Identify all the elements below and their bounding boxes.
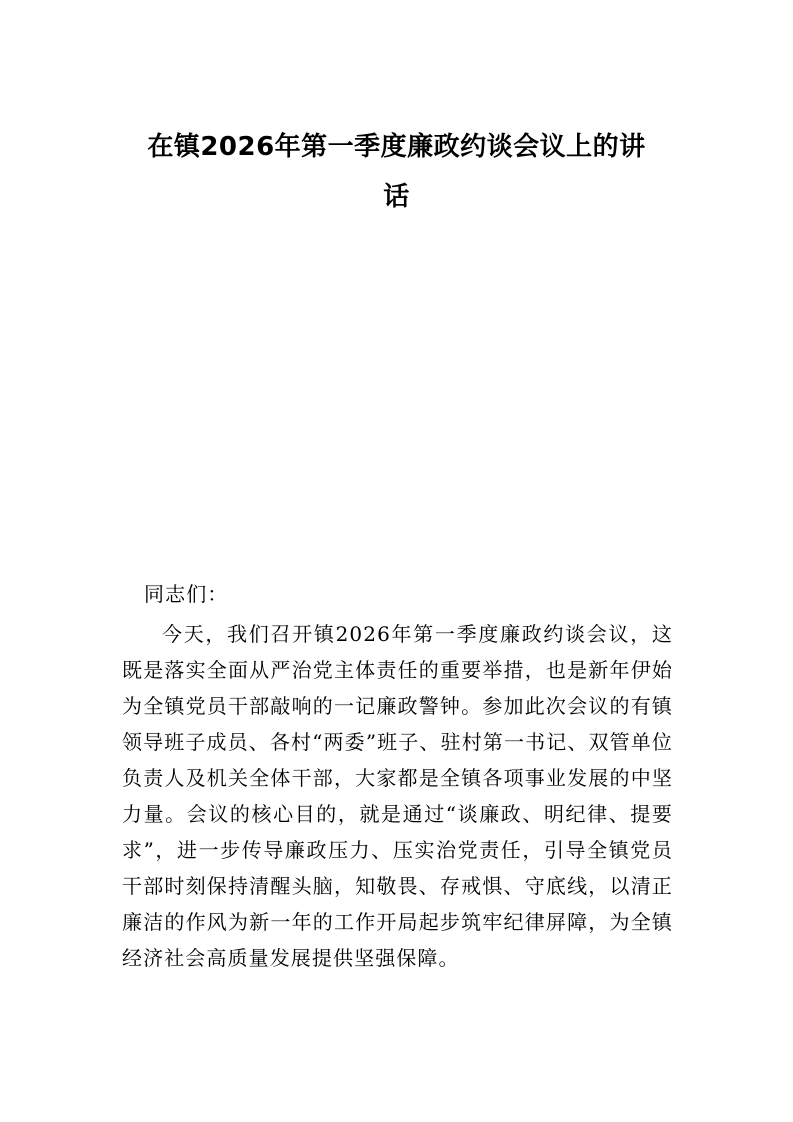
title-line-1: 在镇2026年第一季度廉政约谈会议上的讲 — [147, 132, 646, 162]
body-text — [122, 576, 673, 976]
paragraph-1: 今天，我们召开镇2026年第一季度廉政约谈会议，这既是落实全面从严治党主体责任的重要举措，也是新年伊始为全镇党员干部敲响的一记廉政警钟。参加此次会议的有镇领导班子成员、各村“两委”班子、驻村第一书记、双管单位负责人及机关全体干部，大家都是全镇各项事业发展的中坚力量。会议的核心目的，就是通过“谈廉政、明纪律、提要求”，进一步传导廉政压力、压实治党责任，引导全镇党员干部时刻保持清醒头脑，知敬畏、存戒惧、守底线，以清正廉洁的作风为新一年的工作开局起步筑牢纪律屏障，为全镇经济社会高质量发展提供坚强保障。 — [122, 622, 673, 970]
salutation: 同志们： — [144, 582, 229, 606]
title-line-2: 话 — [383, 182, 410, 212]
page-title — [110, 122, 683, 222]
